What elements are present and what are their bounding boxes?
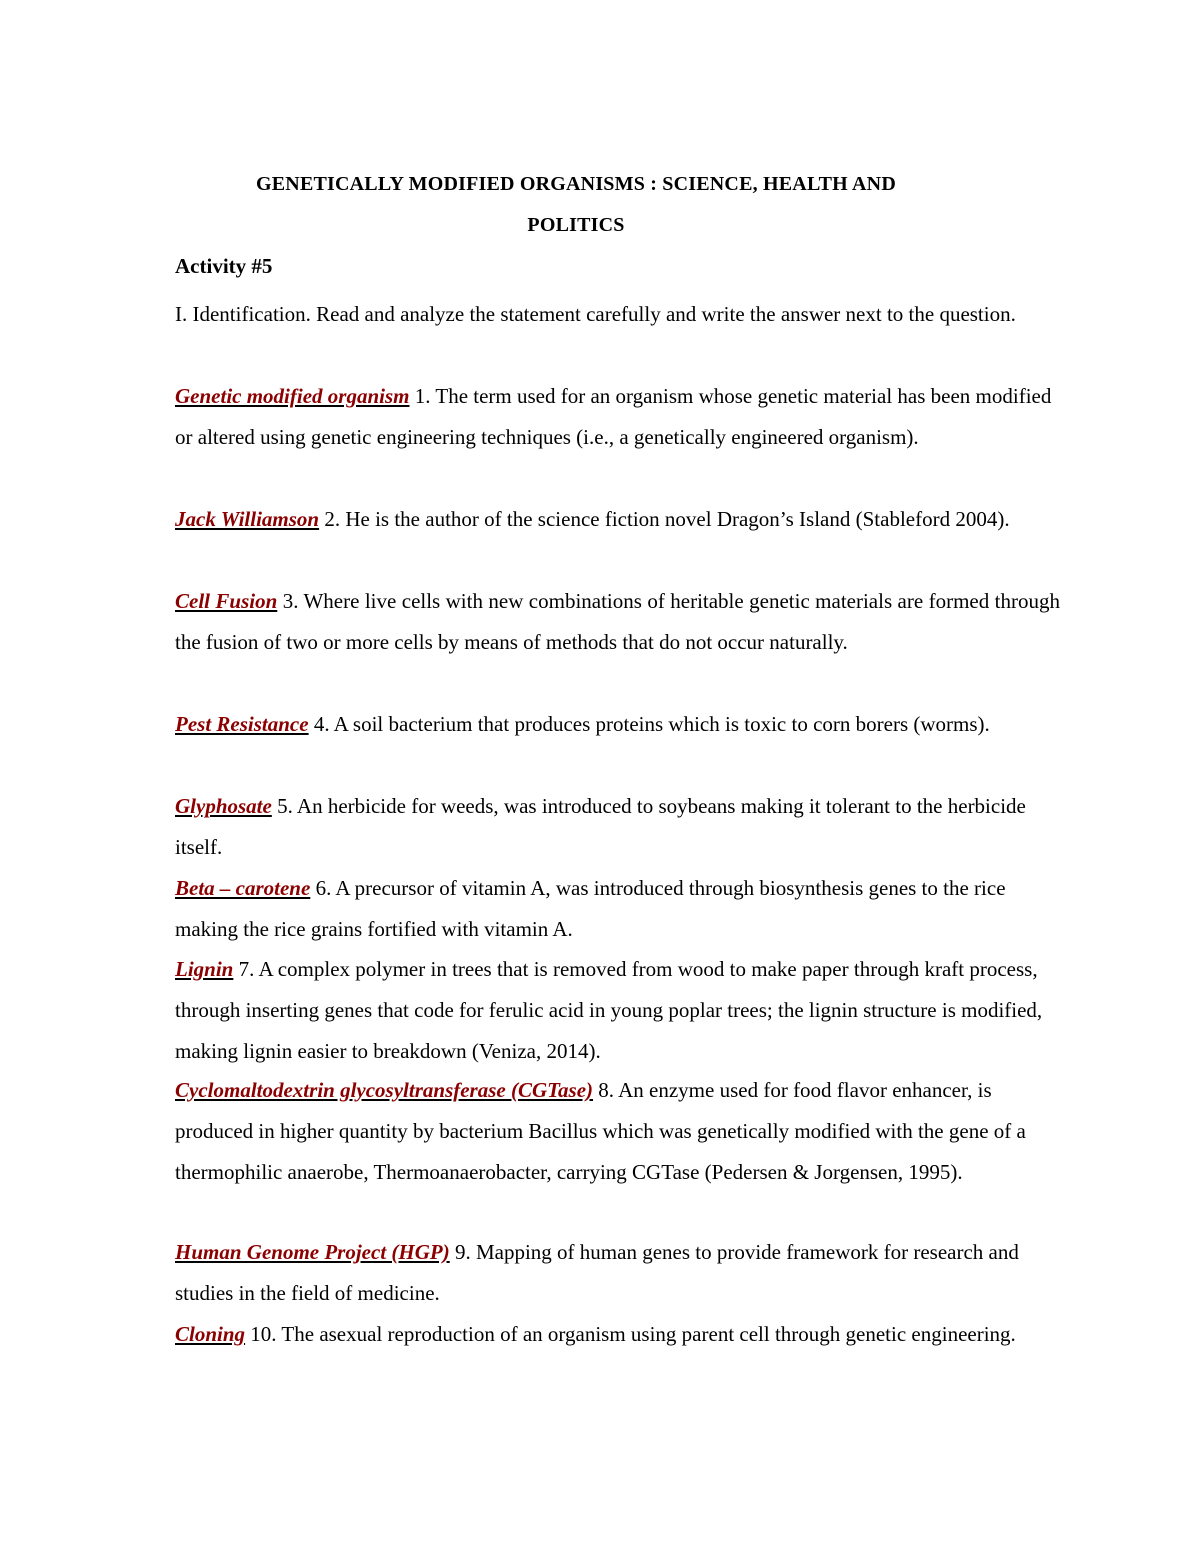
- answer-text: Human Genome Project (HGP): [175, 1240, 450, 1264]
- list-item: [175, 499, 1060, 540]
- list-item: [175, 868, 1060, 950]
- question-text: 5. An herbicide for weeds, was introduced to soybeans making it tolerant to the herbicide itself.: [175, 794, 1026, 859]
- question-text: 1. The term used for an organism whose genetic material has been modified or altered using genetic engineering techniques (i.e., a genetically engineered organism).: [175, 384, 1052, 449]
- list-item: [175, 949, 1060, 1072]
- question-text: 4. A soil bacterium that produces proteins which is toxic to corn borers (worms).: [308, 712, 990, 736]
- answer-text: Cloning: [175, 1322, 246, 1346]
- answer-text: Lignin: [175, 957, 234, 981]
- question-text: 2. He is the author of the science fiction novel Dragon’s Island (Stableford 2004).: [319, 507, 1010, 531]
- answer-text: Cyclomaltodextrin glycosyltransferase (CGTase): [175, 1078, 594, 1102]
- list-item: [175, 704, 1060, 745]
- question-text: 8. An enzyme used for food flavor enhancer, is produced in higher quantity by bacterium Bacillus which was genetically modified with the gene of a thermophilic anaerobe, Thermoanaerobacter, carrying CGTase (Pedersen & Jorgensen, 1995).: [175, 1078, 1026, 1184]
- answer-text: Genetic modified organism: [175, 384, 410, 408]
- activity-heading: Activity #5: [175, 254, 273, 278]
- question-text: 3. Where live cells with new combinations of heritable genetic materials are formed through the fusion of two or more cells by means of methods that do not occur naturally.: [175, 589, 1060, 654]
- answer-text: Jack Williamson: [175, 507, 320, 531]
- list-item: [175, 581, 1060, 663]
- list-item: [175, 786, 1060, 868]
- document-title-line-2: POLITICS: [527, 214, 625, 236]
- question-text: 10. The asexual reproduction of an organism using parent cell through genetic engineering.: [245, 1322, 1016, 1346]
- answer-text: Cell Fusion: [175, 589, 278, 613]
- answer-text: Glyphosate: [175, 794, 272, 818]
- question-text: 7. A complex polymer in trees that is removed from wood to make paper through kraft process, through inserting genes that code for ferulic acid in young poplar trees; the lignin structure is modified, making lignin easier to breakdown (Veniza, 2014).: [175, 957, 1043, 1063]
- list-item: [175, 1070, 1060, 1193]
- document-title-line-1: GENETICALLY MODIFIED ORGANISMS : SCIENCE, HEALTH AND: [256, 173, 896, 195]
- question-text: 6. A precursor of vitamin A, was introduced through biosynthesis genes to the rice making the rice grains fortified with vitamin A.: [175, 876, 1006, 941]
- list-item: [175, 376, 1060, 458]
- answer-text: Pest Resistance: [175, 712, 309, 736]
- question-text: 9. Mapping of human genes to provide framework for research and studies in the field of medicine.: [175, 1240, 1019, 1305]
- instructions: I. Identification. Read and analyze the statement carefully and write the answer next to the question.: [175, 302, 1016, 326]
- answer-text: Beta – carotene: [175, 876, 311, 900]
- list-item: [175, 1232, 1060, 1314]
- list-item: [175, 1314, 1060, 1355]
